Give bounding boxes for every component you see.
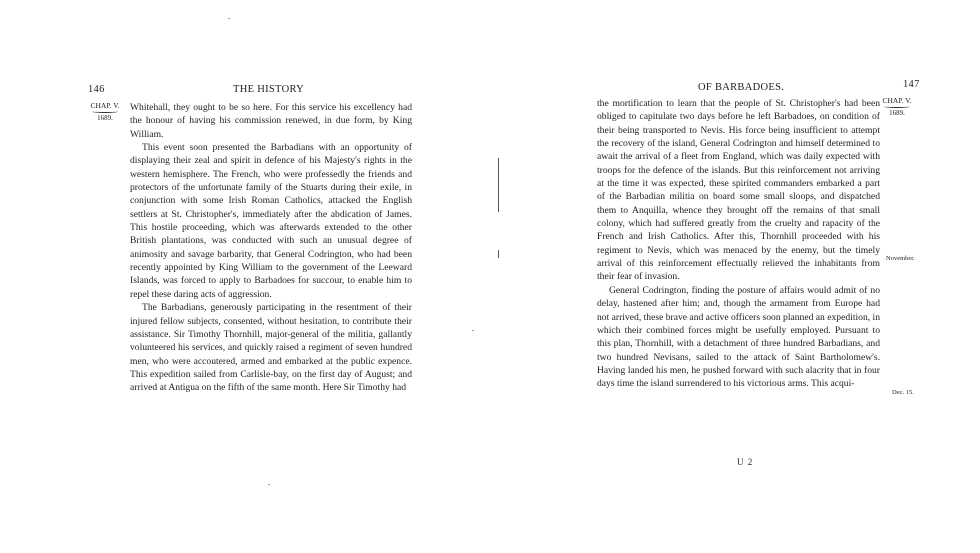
right-page-number: 147 [903,79,920,90]
left-text-column [130,101,412,395]
left-year-label: 1689. [97,114,113,122]
signature-mark: U 2 [737,457,754,467]
left-side-note [88,102,122,122]
left-paragraph-1: Whitehall, they ought to be so here. For this service his excellency had the honour of having his commission renewed, in due form, by King William. [130,102,412,140]
right-paragraph-2: General Codrington, finding the posture of affairs would admit of no delay, hastened after him; and, though the armament from Europe had not arrived, these brave and active officers soon planned an expedition, in which their combined forces might be usefully employed. Pursuant to this plan, Thornhill, with a detachment of three hundred Barbadians, and two hundred Nevisans, sailed to the attack of Saint Bartholomew's. Having landed his men, he pushed forward with such alacrity that in four days time the island surrendered to his victorious arms. This acqui- [597,284,881,390]
page-fold-mark [498,250,499,258]
margin-note-dec-15: Dec. 15. [892,389,914,396]
page-fold-line [498,158,499,212]
left-page-number: 146 [88,84,105,95]
right-paragraph-1: the mortification to learn that the people of St. Christopher's had been obliged to capitulate two days before he left Barbadoes, on condition of their being transported to Nevis. His force being insufficient to attempt the recovery of the island, General Codrington and himself determined to await the arrival of a fleet from England, which was daily expected with troops for the defence of the islands. But this reinforcement not arriving at the time it was expected, these spirited commanders embarked a part of the Barbadian militia on board some small sloops, and dispatched them to Anquilla, whence they brought off the remains of that small colony, which had suffered greatly from the cruelty and rapacity of the French and Irish Catholics. After this, Thornhill proceeded with his regiment to Nevis, which was menaced by the enemy, but the timely arrival of this reinforcement effectually relieved the inhabitants from their fear of invasion. [597,98,880,283]
right-chapter-label: CHAP. V. [882,96,912,105]
scan-speck [228,18,230,19]
left-running-head: THE HISTORY [233,84,305,95]
left-chapter-label: CHAP. V. [90,101,120,110]
left-paragraph-3: The Barbadians, generously participating in the resentment of their injured fellow subjects, consented, without hesitation, to contribute their assistance. Sir Timothy Thornhill, major-general of the militia, gallantly volunteered his services, and quickly raised a regiment of seven hundred men, who were accoutered, armed and embarked at the public expence. This expedition sailed from Carlisle-bay, on the first day of August; and arrived at Antigua on the fifth of the same month. Here Sir Timothy had [130,302,412,394]
scan-speck [472,330,474,331]
right-year-label: 1689. [889,109,905,117]
margin-note-november: November. [886,255,915,262]
right-chapter-brace [884,105,910,108]
right-side-note [880,97,914,117]
left-chapter-brace [92,110,118,113]
right-running-head: OF BARBADOES. [698,82,785,93]
left-paragraph-2: This event soon presented the Barbadians with an opportunity of displaying their zeal and spirit in defence of his Majesty's rights in the western hemisphere. The French, who were professedly the friends and protectors of the unfortunate family of the Stuarts during their exile, in conjunction with some Irish Roman Catholics, attacked the English settlers at St. Christopher's, immediately after the abdication of James. This hostile proceeding, which was afterwards extended to the other British plantations, was conducted with such an unusual degree of animosity and savage barbarity, that General Codrington, who had been recently appointed by King William to the government of the Leeward Islands, was forced to apply to Barbadoes for succour, to enable him to repel these daring acts of aggression. [130,142,412,300]
right-text-column [597,97,880,391]
scan-speck [268,484,270,485]
